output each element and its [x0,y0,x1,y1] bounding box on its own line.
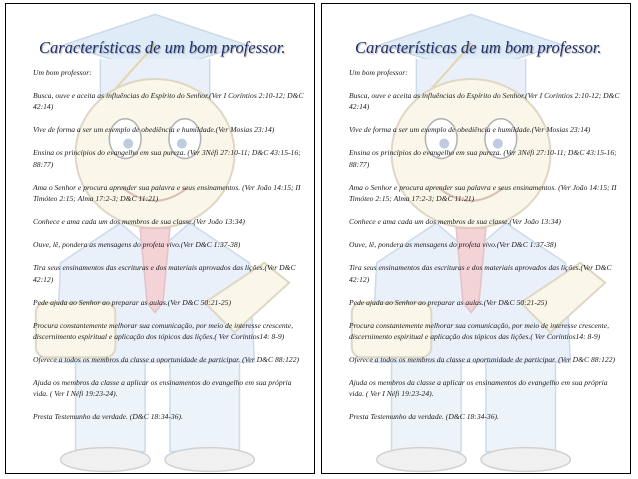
list-item: Oferece a todos os membros da classe a oportunidade de participar. (Ver D&C 88:122) [33,355,300,365]
handout-content [6,4,314,423]
list-item: Ajuda os membros da classe a aplicar os ensinamentos do evangelho em sua própria vida. ( Ver I Néfi 19:23-24). [33,378,292,399]
list-item: Conhece e ama cada um dos membros de sua classe.(Ver João 13:34) [349,217,561,227]
list-item: Tira seus ensinamentos das escrituras e dos materiais aprovados das lições.(Ver D&C 42:12) [349,263,612,284]
list-item: Pede ajuda ao Senhor ao preparar as aulas.(Ver D&C 50:21-25) [33,297,231,307]
list-item: Busca, ouve e aceita as influências do Espírito do Senhor.(Ver I Coríntios 2:10-12; D&C 42:14) [349,91,620,112]
handout-page-right [321,3,631,474]
list-item: Procura constantemente melhorar sua comunicação, por meio de interesse crescente, discernimento espiritual e aplicação dos tópicos das lições.( Ver Coríntios14: 8-9) [33,320,294,342]
list-item: Ensina os princípios do evangelho em sua pureza. (Ver 3Néfi 27:10-11; D&C 43:15-16; 88:77) [349,148,617,169]
list-item: Ama o Senhor e procura aprender sua palavra e seus ensinamentos. (Ver João 14:15; II Timóteo 2:15; Alma 17:2-3; D&C 11:21) [33,182,301,204]
list-item: Busca, ouve e aceita as influências do Espírito do Senhor.(Ver I Coríntios 2:10-12; D&C 42:14) [33,91,304,112]
intro-line: Um bom professor: [33,68,92,77]
list-item: Tira seus ensinamentos das escrituras e dos materiais aprovados das lições.(Ver D&C 42:12) [33,263,296,284]
handout-title: Características de um bom professor. [355,38,602,57]
list-item: Ouve, lê, pondera as mensagens do profeta vivo.(Ver D&C 1:37-38) [33,240,241,250]
handout-title: Características de um bom professor. [39,38,286,57]
list-item: Ouve, lê, pondera as mensagens do profeta vivo.(Ver D&C 1:37-38) [349,240,557,250]
list-item: Presta Testemunho da verdade. (D&C 18:34-36). [33,412,183,422]
list-item: Vive de forma a ser um exemplo de obediência e humildade.(Ver Mosias 23:14) [349,125,591,135]
list-item: Conhece e ama cada um dos membros de sua classe.(Ver João 13:34) [33,217,245,227]
list-item: Pede ajuda ao Senhor ao preparar as aulas.(Ver D&C 50:21-25) [349,297,547,307]
list-item: Ama o Senhor e procura aprender sua palavra e seus ensinamentos. (Ver João 14:15; II Timóteo 2:15; Alma 17:2-3; D&C 11:21) [349,182,617,204]
list-item: Ajuda os membros da classe a aplicar os ensinamentos do evangelho em sua própria vida. ( Ver I Néfi 19:23-24). [349,378,608,399]
list-item: Oferece a todos os membros da classe a oportunidade de participar. (Ver D&C 88:122) [349,355,616,365]
list-item: Procura constantemente melhorar sua comunicação, por meio de interesse crescente, discernimento espiritual e aplicação dos tópicos das lições.( Ver Coríntios14: 8-9) [349,320,610,342]
intro-line: Um bom professor: [349,68,408,77]
list-item: Ensina os princípios do evangelho em sua pureza. (Ver 3Néfi 27:10-11; D&C 43:15-16; 88:77) [33,148,301,169]
list-item: Presta Testemunho da verdade. (D&C 18:34-36). [349,412,499,422]
handout-page-left [5,3,315,474]
list-item: Vive de forma a ser um exemplo de obediência e humildade.(Ver Mosias 23:14) [33,125,275,135]
handout-content [322,4,630,423]
